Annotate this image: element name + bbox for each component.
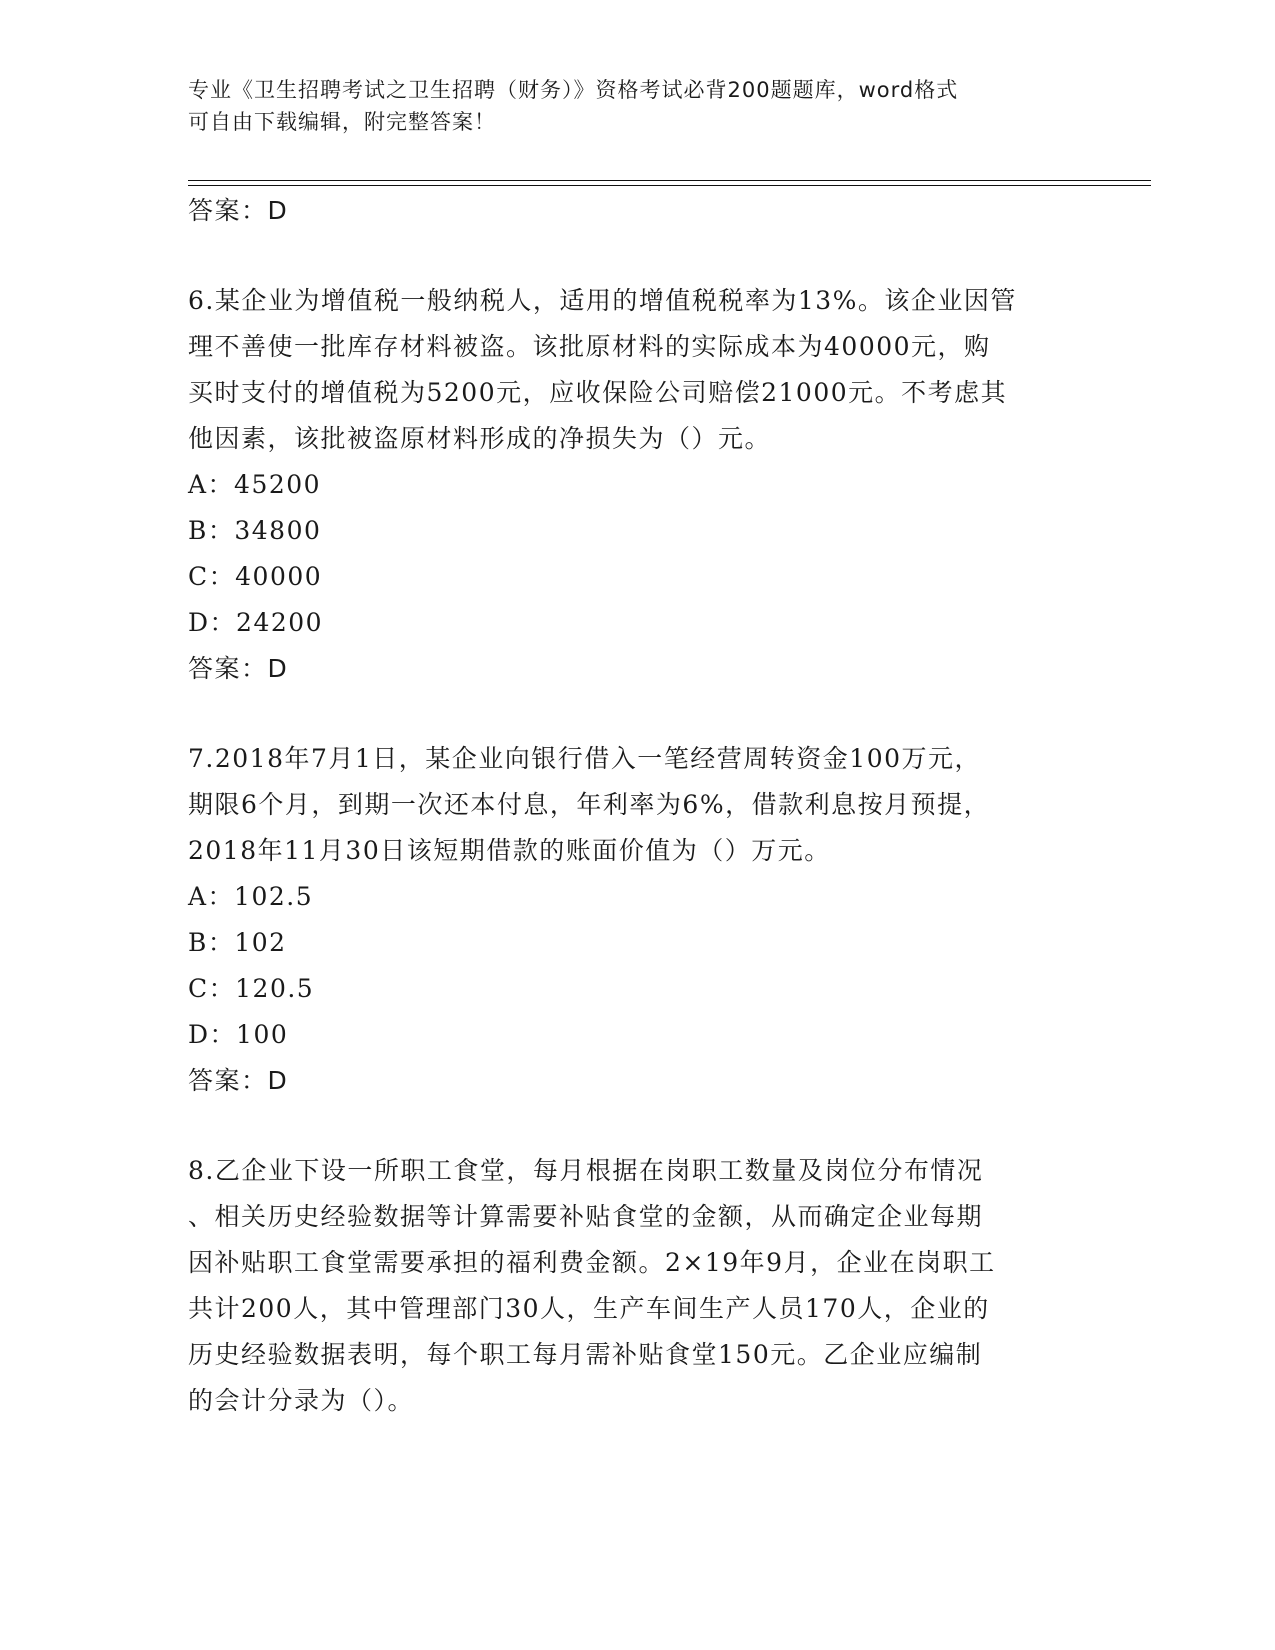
option-c: C：120.5 (188, 974, 315, 1003)
question-text-line: 7.2018年7月1日，某企业向银行借入一笔经营周转资金100万元， (188, 744, 982, 773)
document-header (188, 74, 1088, 138)
question-6 (188, 278, 1088, 692)
question-text-line: 的会计分录为（）。 (188, 1386, 415, 1415)
header-divider-bottom (188, 185, 1151, 186)
header-line-2: 可自由下载编辑，附完整答案！ (188, 110, 496, 134)
answer: 答案：D (188, 654, 289, 683)
question-text-line: 历史经验数据表明，每个职工每月需补贴食堂150元。乙企业应编制 (188, 1340, 983, 1369)
answer: 答案：D (188, 1066, 289, 1095)
question-8 (188, 1148, 1088, 1424)
header-line-1: 专业《卫生招聘考试之卫生招聘（财务）》资格考试必背200题题库，word格式 (188, 78, 959, 102)
question-text-line: 理不善使一批库存材料被盗。该批原材料的实际成本为40000元，购 (188, 332, 991, 361)
question-text-line: 共计200人，其中管理部门30人，生产车间生产人员170人，企业的 (188, 1294, 990, 1323)
question-text-line: 、相关历史经验数据等计算需要补贴食堂的金额，从而确定企业每期 (188, 1202, 984, 1231)
spacer (188, 692, 1088, 736)
option-a: A：102.5 (188, 882, 314, 911)
spacer (188, 1104, 1088, 1148)
option-d: D：100 (188, 1020, 289, 1049)
option-d: D：24200 (188, 608, 324, 637)
question-text-line: 因补贴职工食堂需要承担的福利费金额。2×19年9月，企业在岗职工 (188, 1248, 996, 1277)
header-divider-top (188, 180, 1151, 181)
question-text-line: 他因素，该批被盗原材料形成的净损失为（）元。 (188, 424, 772, 453)
spacer (188, 234, 1088, 278)
option-c: C：40000 (188, 562, 323, 591)
option-b: B：34800 (188, 516, 322, 545)
question-text-line: 期限6个月，到期一次还本付息，年利率为6%，借款利息按月预提， (188, 790, 991, 819)
question-text-line: 6.某企业为增值税一般纳税人，适用的增值税税率为13%。该企业因管 (188, 286, 1017, 315)
question-text-line: 买时支付的增值税为5200元，应收保险公司赔偿21000元。不考虑其 (188, 378, 1008, 407)
document-body (188, 188, 1088, 1424)
option-a: A：45200 (188, 470, 322, 499)
question-text-line: 2018年11月30日该短期借款的账面价值为（）万元。 (188, 836, 831, 865)
question-text-line: 8.乙企业下设一所职工食堂，每月根据在岗职工数量及岗位分布情况 (188, 1156, 984, 1185)
question-7 (188, 736, 1088, 1104)
previous-answer: 答案：D (188, 196, 289, 225)
option-b: B：102 (188, 928, 287, 957)
